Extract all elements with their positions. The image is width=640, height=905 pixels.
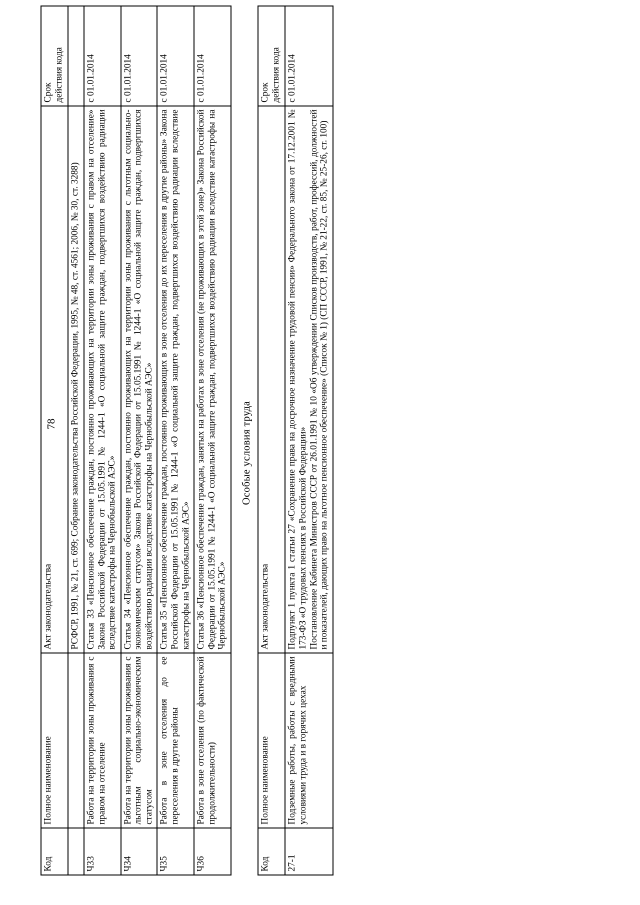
cell-act <box>285 106 332 653</box>
cell-code: Ч33 <box>83 828 120 875</box>
page-number: 78 <box>45 418 58 430</box>
cell-code: 27-1 <box>285 828 332 875</box>
cell-code <box>68 828 84 875</box>
th-act: Акт законодательства <box>258 106 285 653</box>
th-term-line2: действия кода <box>54 46 65 102</box>
th-name: Полное наименование <box>41 653 68 828</box>
cell-act-paragraph: Постановление Кабинета Министров СССР от 26.01.1991 № 10 «Об утверждении Списков производств, работ, профессий, должностей и показателей, дающих право на льготное пенсионное обеспечение» (Список № 1) (СП СССР, 1991, № 21-22, ст. 85, № 25-26, ст. 100) <box>308 109 330 649</box>
th-term-line2: действия кода <box>271 46 282 102</box>
cell-name: Работа на территории зоны проживания с правом на отселение <box>83 653 120 828</box>
chernobyl-codes-table <box>40 5 231 875</box>
th-name: Полное наименование <box>258 653 285 828</box>
cell-act: Статья 36 «Пенсионное обеспечение граждан, занятых на работах в зоне отселения (не проживающих в этой зоне)» Закона Российской Федерации от 15.05.1991 № 1244-1 «О социальной защите граждан, подвергшихся воздействию радиации вследствие катастрофы на Чернобыльской АЭС» <box>194 106 231 653</box>
th-term-line1: Срок <box>260 81 271 102</box>
cell-term: с 01.01.2014 <box>157 6 194 106</box>
th-term-line1: Срок <box>43 81 53 102</box>
cell-term: с 01.01.2014 <box>194 6 231 106</box>
th-term <box>258 6 285 106</box>
th-act: Акт законодательства <box>41 106 68 653</box>
cell-name: Работа на территории зоны проживания с льготным социально-экономическим статусом <box>120 653 157 828</box>
cell-act-paragraph: Подпункт 1 пункта 1 статьи 27 «Сохранение права на досрочное назначение трудовой пенсии» Федерального закона от 17.12.2001 № 173-ФЗ «О трудовых пенсиях в Российской Федерации» <box>287 109 308 649</box>
rotated-content <box>40 30 600 875</box>
section-title: Особые условия труда <box>241 400 253 505</box>
cell-term <box>68 6 84 106</box>
cell-act: Статья 33 «Пенсионное обеспечение граждан, постоянно проживающих на территории зоны проживания с правом на отселение» Закона Российской Федерации от 15.05.1991 № 1244-1 «О социальной защите граждан, подвергшихся воздействию радиации вследствие катастрофы на Чернобыльской АЭС» <box>83 106 120 653</box>
cell-name: Работа в зоне отселения (по фактической продолжительности) <box>194 653 231 828</box>
cell-act: Статья 35 «Пенсионное обеспечение граждан, постоянно проживающих в зоне отселения до их переселения в другие районы» Закона Российской Федерации от 15.05.1991 № 1244-1 «О социальной защите граждан, подвергшихся воздействию радиации вследствие катастрофы на Чернобыльской АЭС» <box>157 106 194 653</box>
cell-code: Ч34 <box>120 828 157 875</box>
th-term <box>41 6 68 106</box>
cell-name: Работа в зоне отселения до ее переселения в другие районы <box>157 653 194 828</box>
table-row <box>68 6 84 875</box>
table1-header-row <box>41 6 68 875</box>
table2-header-row <box>258 6 285 875</box>
th-code: Код <box>41 828 68 875</box>
cell-name <box>68 653 84 828</box>
special-work-conditions-table <box>257 5 333 875</box>
table-row <box>285 6 332 875</box>
cell-term: с 01.01.2014 <box>120 6 157 106</box>
cell-code: Ч36 <box>194 828 231 875</box>
cell-name: Подземные работы, работы с вредными условиями труда и в горячих цехах <box>285 653 332 828</box>
cell-term: с 01.01.2014 <box>83 6 120 106</box>
th-code: Код <box>258 828 285 875</box>
table1-body <box>68 6 231 875</box>
cell-act: РСФСР, 1991, № 21, ст. 699; Собрание законодательства Российской Федерации, 1995, № 48, ст. 4561; 2006, № 30, ст. 3288) <box>68 106 84 653</box>
cell-term: с 01.01.2014 <box>285 6 332 106</box>
cell-act: Статья 34 «Пенсионное обеспечение граждан, постоянно проживающих на территории зоны проживания с льготным социально-экономическим статусом» Закона Российской Федерации от 15.05.1991 № 1244-1 «О социальной защите граждан, подвергшихся воздействию радиации вследствие катастрофы на Чернобыльской АЭС» <box>120 106 157 653</box>
cell-code: Ч35 <box>157 828 194 875</box>
table-row <box>194 6 231 875</box>
table-row <box>83 6 120 875</box>
table-row <box>157 6 194 875</box>
table-row <box>120 6 157 875</box>
table2-body <box>285 6 332 875</box>
